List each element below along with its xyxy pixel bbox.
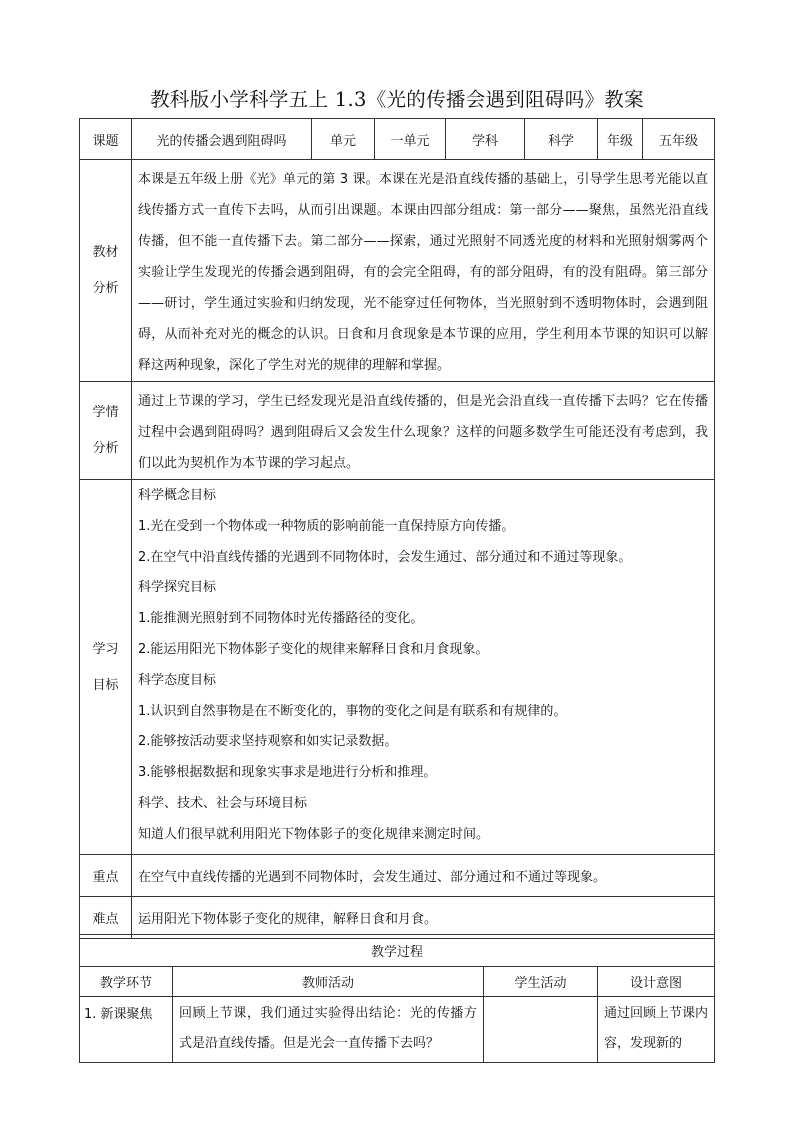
objectives-row <box>80 480 715 855</box>
process-student-activity <box>484 997 598 1063</box>
column-header-student: 学生活动 <box>484 967 598 997</box>
process-header: 教学过程 <box>80 935 715 967</box>
topic-label: 课题 <box>80 119 132 160</box>
objective-line: 1.光在受到一个物体或一种物质的影响前能一直保持原方向传播。 <box>138 518 515 534</box>
document-title: 教科版小学科学五上 1.3《光的传播会遇到阻碍吗》教案 <box>150 88 644 111</box>
objectives-label-line2: 目标 <box>92 677 119 693</box>
key-point-text: 在空气中直线传播的光遇到不同物体时，会发生通过、部分通过和不通过等现象。 <box>132 855 715 897</box>
learning-analysis-label <box>80 382 132 480</box>
column-header-teacher: 教师活动 <box>173 967 484 997</box>
grade-value: 五年级 <box>643 119 715 160</box>
process-columns-row <box>80 967 715 997</box>
difficulty-row <box>80 897 715 939</box>
material-analysis-row <box>80 160 715 382</box>
objective-line: 知道人们很早就利用阳光下物体影子的变化规律来测定时间。 <box>138 826 490 842</box>
learning-analysis-text: 通过上节课的学习，学生已经发现光是沿直线传播的，但是光会沿直线一直传播下去吗？它在传播过程中会遇到阻碍吗？遇到阻碍后又会发生什么现象？这样的问题多数学生可能还没有考虑到，我们以此为契机作为本节课的学习起点。 <box>132 382 715 480</box>
subject-value: 科学 <box>525 119 598 160</box>
objective-line: 2.能运用阳光下物体影子变化的规律来解释日食和月食现象。 <box>138 641 489 657</box>
column-header-stage: 教学环节 <box>80 967 173 997</box>
objective-line: 2.在空气中沿直线传播的光遇到不同物体时，会发生通过、部分通过和不通过等现象。 <box>138 549 632 565</box>
objective-line: 科学态度目标 <box>138 672 217 688</box>
material-analysis-label-line2: 分析 <box>92 281 119 296</box>
lesson-info-table <box>79 118 715 939</box>
difficulty-label: 难点 <box>80 897 132 939</box>
process-design-intent: 通过回顾上节课内容，发现新的 <box>598 997 715 1063</box>
objectives-label-line1: 学习 <box>92 641 119 657</box>
material-analysis-label-line1: 教材 <box>92 245 119 260</box>
column-header-design: 设计意图 <box>598 967 715 997</box>
objective-line: 2.能够按活动要求坚持观察和如实记录数据。 <box>138 734 398 750</box>
objective-line: 科学概念目标 <box>138 488 217 503</box>
learning-analysis-row <box>80 382 715 480</box>
learning-analysis-label-line1: 学情 <box>92 405 119 420</box>
process-row <box>80 997 715 1063</box>
material-analysis-text: 本课是五年级上册《光》单元的第 3 课。本课在光是沿直线传播的基础上，引导学生思考光能以直线传播方式一直传下去吗，从而引出课题。本课由四部分组成：第一部分——聚焦，虽然光沿直线传播，但不能一直传播下去。第二部分——探索，通过光照射不同透光度的材料和光照射烟雾两个实验让学生发现光的传播会遇到阻碍，有的会完全阻碍，有的部分阻碍，有的没有阻碍。第三部分——研讨，学生通过实验和归纳发现，光不能穿过任何物体，当光照射到不透明物体时，会遇到阻碍，从而补充对光的概念的认识。日食和月食现象是本节课的应用，学生利用本节课的知识可以解释这两种现象，深化了学生对光的规律的理解和掌握。 <box>132 160 715 382</box>
unit-value: 一单元 <box>375 119 446 160</box>
objectives-label <box>80 480 132 855</box>
objective-line: 科学、技术、社会与环境目标 <box>138 795 308 811</box>
topic-value: 光的传播会遇到阻碍吗 <box>132 119 312 160</box>
teaching-process-table <box>79 934 715 1063</box>
objective-line: 3.能够根据数据和现象实事求是地进行分析和推理。 <box>138 765 437 781</box>
difficulty-text: 运用阳光下物体影子变化的规律，解释日食和月食。 <box>132 897 715 939</box>
objective-line: 科学探究目标 <box>138 580 217 596</box>
objective-line: 1.认识到自然事物是在不断变化的，事物的变化之间是有联系和有规律的。 <box>138 703 567 719</box>
key-point-label: 重点 <box>80 855 132 897</box>
subject-label: 学科 <box>446 119 525 160</box>
unit-label: 单元 <box>312 119 375 160</box>
objectives-list <box>132 480 715 855</box>
process-teacher-activity: 回顾上节课，我们通过实验得出结论：光的传播方式是沿直线传播。但是光会一直传播下去吗？ <box>173 997 484 1063</box>
objective-line: 1.能推测光照射到不同物体时光传播路径的变化。 <box>138 611 424 627</box>
process-header-row <box>80 935 715 967</box>
material-analysis-label <box>80 160 132 382</box>
learning-analysis-label-line2: 分析 <box>92 441 119 456</box>
process-stage: 1. 新课聚焦 <box>80 997 173 1063</box>
key-point-row <box>80 855 715 897</box>
info-row <box>80 119 715 160</box>
grade-label: 年级 <box>598 119 643 160</box>
